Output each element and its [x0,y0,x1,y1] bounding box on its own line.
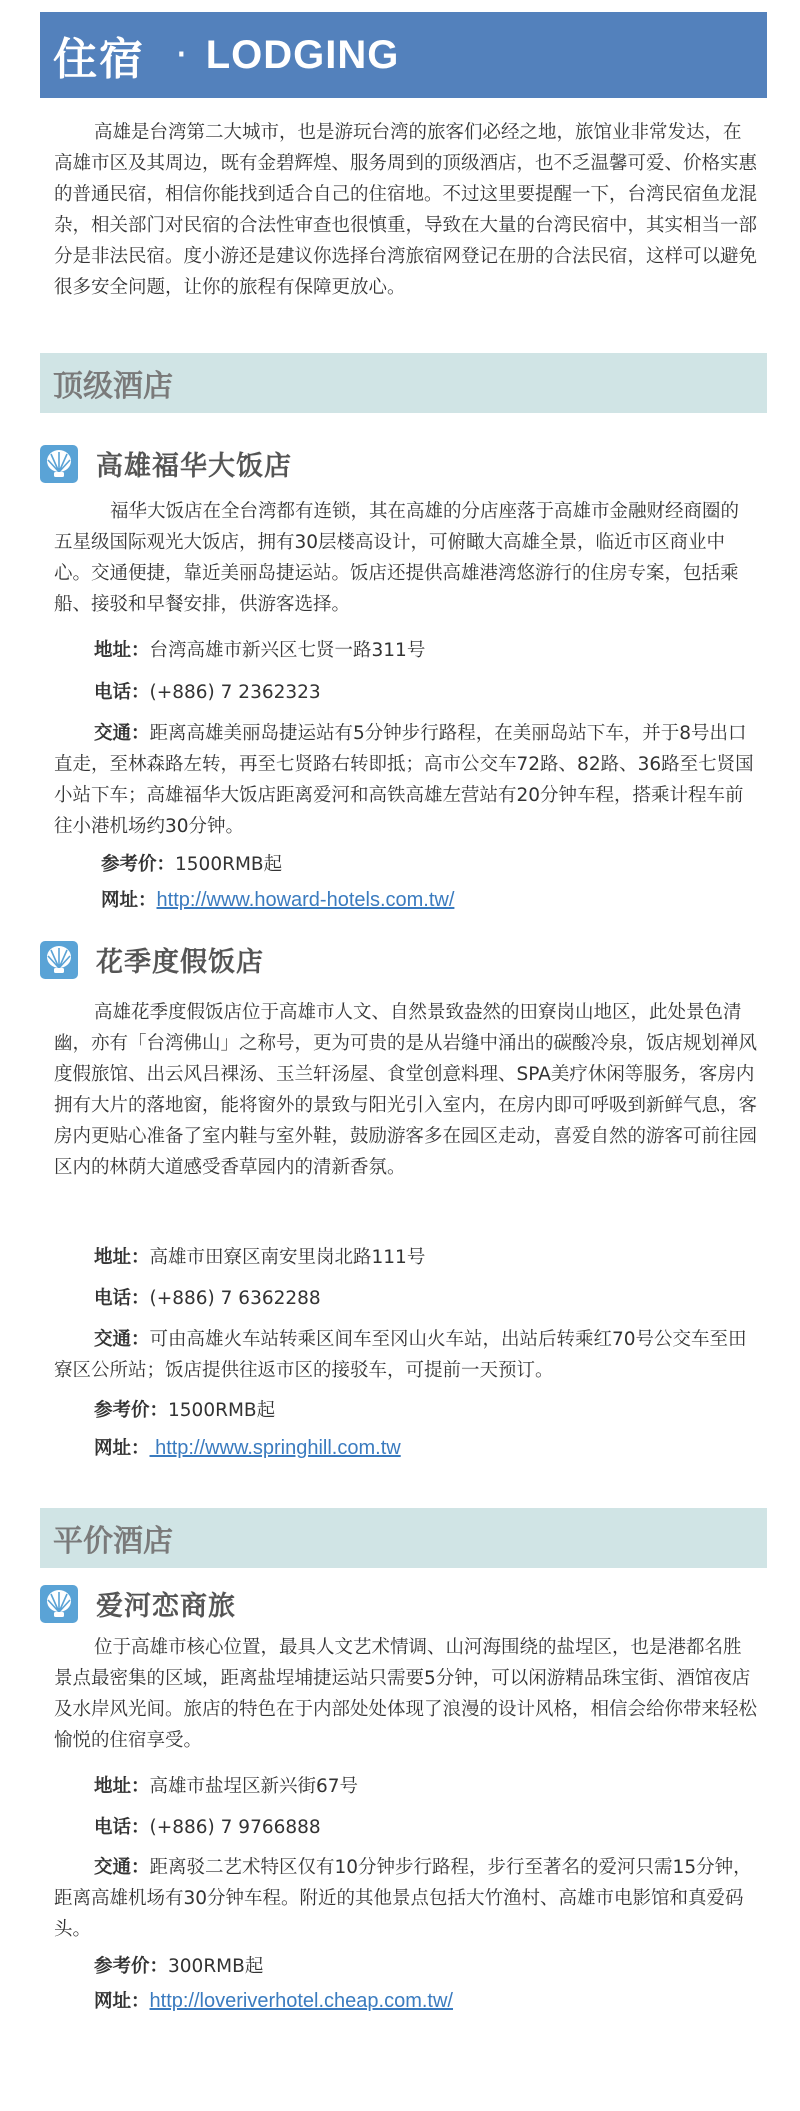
hotel-phone [94,677,321,708]
price-value: 1500RMB起 [175,854,283,875]
shell-icon [40,1585,78,1623]
price-label: 参考价： [101,854,176,875]
website-link[interactable]: http://www.howard-hotels.com.tw/ [156,889,455,911]
hotel-description: 高雄花季度假饭店位于高雄市人文、自然景致盎然的田寮岗山地区，此处景色清幽，亦有「台湾佛山」之称号，更为可贵的是从岩缝中涌出的碳酸冷泉，饭店规划禅风度假旅馆、出云风吕裸汤、玉兰轩汤屋、食堂创意料理、SPA美疗休闲等服务，客房内拥有大片的落地窗，能将窗外的景致与阳光引入室内，在房内即可呼吸到新鲜气息，客房内更贴心准备了室内鞋与室外鞋，鼓励游客多在园区走动，喜爱自然的游客可前往园区内的林荫大道感受香草园内的清新香氛。 [54,1002,758,1178]
website-label: 网址： [101,890,157,911]
website-label: 网址： [94,1438,150,1459]
address-value: 台湾高雄市新兴区七贤一路311号 [149,640,426,661]
hotel-price [94,1395,275,1426]
price-label: 参考价： [94,1956,169,1977]
transport-value: 距离高雄美丽岛捷运站有5分钟步行路程，在美丽岛站下车，并于8号出口直走，至林森路左转，再至七贤路右转即抵；高市公交车72路、82路、36路至七贤国小站下车；高雄福华大饭店距离爱河和高铁高雄左营站有20分钟车程，搭乘计程车前往小港机场约30分钟。 [54,723,754,837]
hotel-phone [94,1283,321,1314]
hotel-title-howard [40,444,292,483]
hotel-title-loveriver [40,1584,236,1623]
hotel-price [101,849,282,880]
transport-label: 交通： [94,723,150,744]
section-title: 顶级酒店 [53,369,173,404]
hotel-price [94,1951,263,1982]
price-label: 参考价： [94,1400,169,1421]
address-value: 高雄市田寮区南安里岗北路111号 [149,1247,426,1268]
transport-value: 距离驳二艺术特区仅有10分钟步行路程，步行至著名的爱河只需15分钟，距离高雄机场有30分钟车程。附近的其他景点包括大竹渔村、高雄市电影馆和真爱码头。 [54,1857,752,1940]
hotel-address [94,1771,358,1802]
hotel-website [101,885,454,916]
hotel-transport [54,718,757,842]
section-header-budget-hotels [40,1508,767,1568]
website-link[interactable]: http://www.springhill.com.tw [149,1437,401,1459]
hotel-name: 爱河恋商旅 [96,1591,236,1622]
phone-label: 电话： [94,1288,150,1309]
transport-label: 交通： [94,1329,150,1350]
hotel-website [94,1433,401,1464]
phone-label: 电话： [94,682,150,703]
section-title: 平价酒店 [53,1524,173,1559]
website-label: 网址： [94,1991,150,2012]
shell-icon [40,941,78,979]
header-separator: · [175,32,188,78]
hotel-website [94,1986,453,2017]
hotel-description: 福华大饭店在全台湾都有连锁，其在高雄的分店座落于高雄市金融财经商圈的五星级国际观光大饭店，拥有30层楼高设计，可俯瞰大高雄全景，临近市区商业中心。交通便捷，靠近美丽岛捷运站。饭店还提供高雄港湾悠游行的住房专案，包括乘船、接驳和早餐安排，供游客选择。 [54,501,740,615]
transport-value: 可由高雄火车站转乘区间车至冈山火车站，出站后转乘红70号公交车至田寮区公所站；饭店提供往返市区的接驳车，可提前一天预订。 [54,1329,747,1381]
phone-value: (+886) 7 9766888 [149,1817,321,1838]
website-link[interactable]: http://loveriverhotel.cheap.com.tw/ [149,1990,453,2012]
address-label: 地址： [94,640,150,661]
address-label: 地址： [94,1247,150,1268]
phone-value: (+886) 7 2362323 [149,682,321,703]
phone-label: 电话： [94,1817,150,1838]
address-label: 地址： [94,1776,150,1797]
hotel-address [94,635,425,666]
hotel-description: 位于高雄市核心位置，最具人文艺术情调、山河海围绕的盐埕区，也是港都名胜景点最密集的区域，距离盐埕埔捷运站只需要5分钟，可以闲游精品珠宝街、酒馆夜店及水岸风光间。旅店的特色在于内部处处体现了浪漫的设计风格，相信会给你带来轻松愉悦的住宿享受。 [54,1637,758,1751]
hotel-address [94,1242,425,1273]
section-header-top-hotels [40,353,767,413]
shell-icon [40,445,78,483]
hotel-phone [94,1812,321,1843]
hotel-name: 高雄福华大饭店 [96,451,292,482]
phone-value: (+886) 7 6362288 [149,1288,321,1309]
hotel-name: 花季度假饭店 [96,947,264,978]
header-title-en: LODGING [205,32,400,77]
price-value: 300RMB起 [168,1956,264,1977]
intro-paragraph: 高雄是台湾第二大城市，也是游玩台湾的旅客们必经之地，旅馆业非常发达，在高雄市区及其周边，既有金碧辉煌、服务周到的顶级酒店，也不乏温馨可爱、价格实惠的普通民宿，相信你能找到适合自己的住宿地。不过这里要提醒一下，台湾民宿鱼龙混杂，相关部门对民宿的合法性审查也很慎重，导致在大量的台湾民宿中，其实相当一部分是非法民宿。度小游还是建议你选择台湾旅宿网登记在册的合法民宿，这样可以避免很多安全问题，让你的旅程有保障更放心。 [54,122,758,298]
transport-label: 交通： [94,1857,150,1878]
price-value: 1500RMB起 [168,1400,276,1421]
address-value: 高雄市盐埕区新兴街67号 [149,1776,359,1797]
hotel-transport [54,1852,757,1945]
page-header [40,12,767,98]
hotel-title-springhill [40,940,264,979]
header-title-cn: 住宿 [53,34,145,85]
hotel-transport [54,1324,757,1386]
